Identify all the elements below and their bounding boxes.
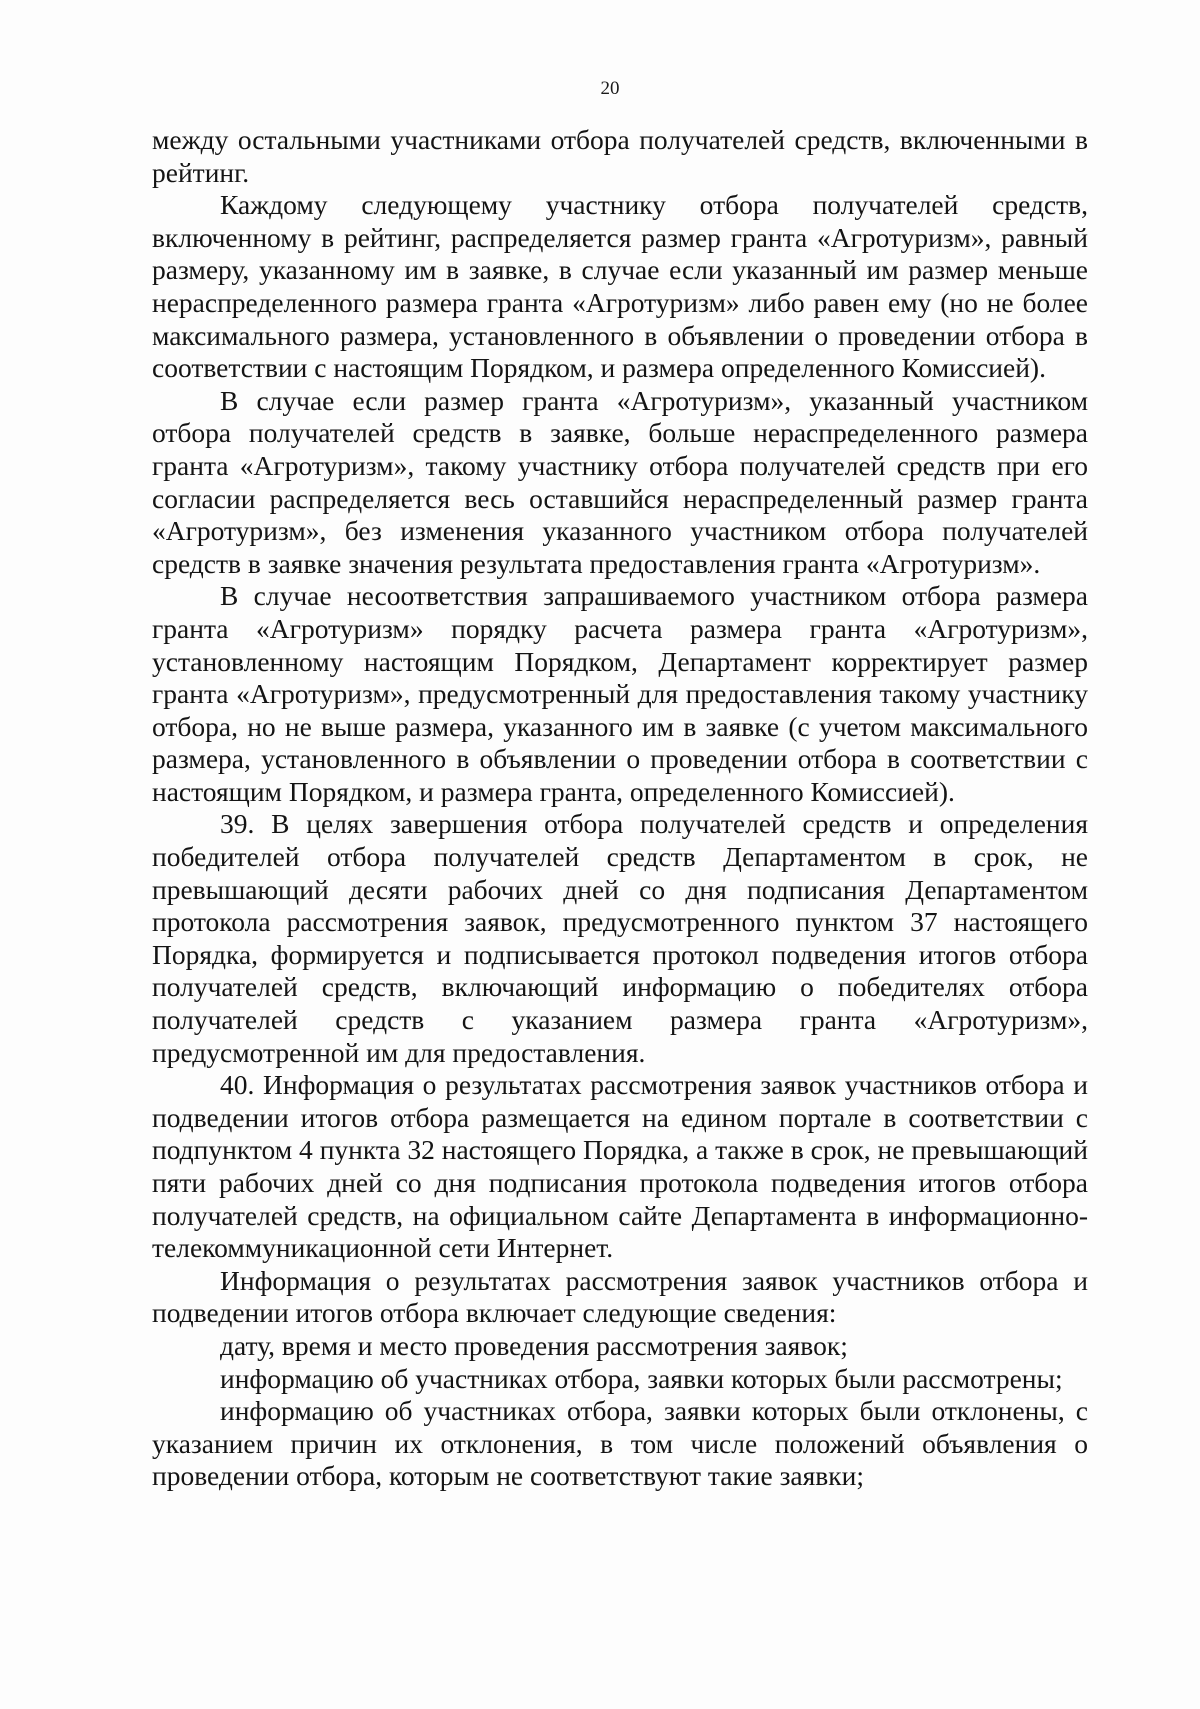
- page-number: 20: [600, 78, 620, 99]
- list-item-rejected-participants: информацию об участниках отбора, заявки которых были отклонены, с указанием причин их отклонения, в том числе положений объявления о проведении отбора, которым не соответствуют такие заявки;: [152, 1395, 1088, 1492]
- paragraph-info-includes: Информация о результатах рассмотрения заявок участников отбора и подведении итогов отбора включает следующие сведения:: [152, 1264, 1088, 1329]
- paragraph-item-40: 40. Информация о результатах рассмотрения заявок участников отбора и подведении итогов отбора размещается на едином портале в соответствии с подпунктом 4 пункта 32 настоящего Порядка, а также в срок, не превышающий пяти рабочих дней со дня подписания протокола подведения итогов отбора получателей средств, на официальном сайте Департамента в информационно-телекоммуникационной сети Интернет.: [152, 1069, 1088, 1264]
- list-item-date-time-place: дату, время и место проведения рассмотрения заявок;: [220, 1329, 848, 1361]
- paragraph-continuation: между остальными участниками отбора получателей средств, включенными в рейтинг.: [152, 124, 1088, 188]
- paragraph-item-39: 39. В целях завершения отбора получателей средств и определения победителей отбора получателей средств Департаментом в срок, не превышающий десяти рабочих дней со дня подписания Департаментом протокола рассмотрения заявок, предусмотренного пунктом 37 настоящего Порядка, формируется и подписывается протокол подведения итогов отбора получателей средств, включающий информацию о победителях отбора получателей средств с указанием размера гранта «Агротуризм», предусмотренной им для предоставления.: [152, 808, 1088, 1068]
- paragraph-grant-exceeds: В случае если размер гранта «Агротуризм», указанный участником отбора получателей средств в заявке, больше нераспределенного размера гранта «Агротуризм», такому участнику отбора получателей средств при его согласии распределяется весь оставшийся нераспределенный размер гранта «Агротуризм», без изменения указанного участником отбора получателей средств в заявке значения результата предоставления гранта «Агротуризм».: [152, 384, 1088, 579]
- paragraph-next-participant: Каждому следующему участнику отбора получателей средств, включенному в рейтинг, распределяется размер гранта «Агротуризм», равный размеру, указанному им в заявке, в случае если указанный им размер меньше нераспределенного размера гранта «Агротуризм» либо равен ему (но не более максимального размера, установленного в объявлении о проведении отбора в соответствии с настоящим Порядком, и размера определенного Комиссией).: [152, 189, 1088, 384]
- paragraph-grant-mismatch: В случае несоответствия запрашиваемого участником отбора размера гранта «Агротуризм» порядку расчета размера гранта «Агротуризм», установленному настоящим Порядком, Департамент корректирует размер гранта «Агротуризм», предусмотренный для предоставления такому участнику отбора, но не выше размера, указанного им в заявке (с учетом максимального размера, установленного в объявлении о проведении отбора в соответствии с настоящим Порядком, и размера гранта, определенного Комиссией).: [152, 580, 1088, 807]
- document-body: [152, 124, 1088, 1493]
- list-item-reviewed-participants: информацию об участниках отбора, заявки которых были рассмотрены;: [220, 1362, 1063, 1394]
